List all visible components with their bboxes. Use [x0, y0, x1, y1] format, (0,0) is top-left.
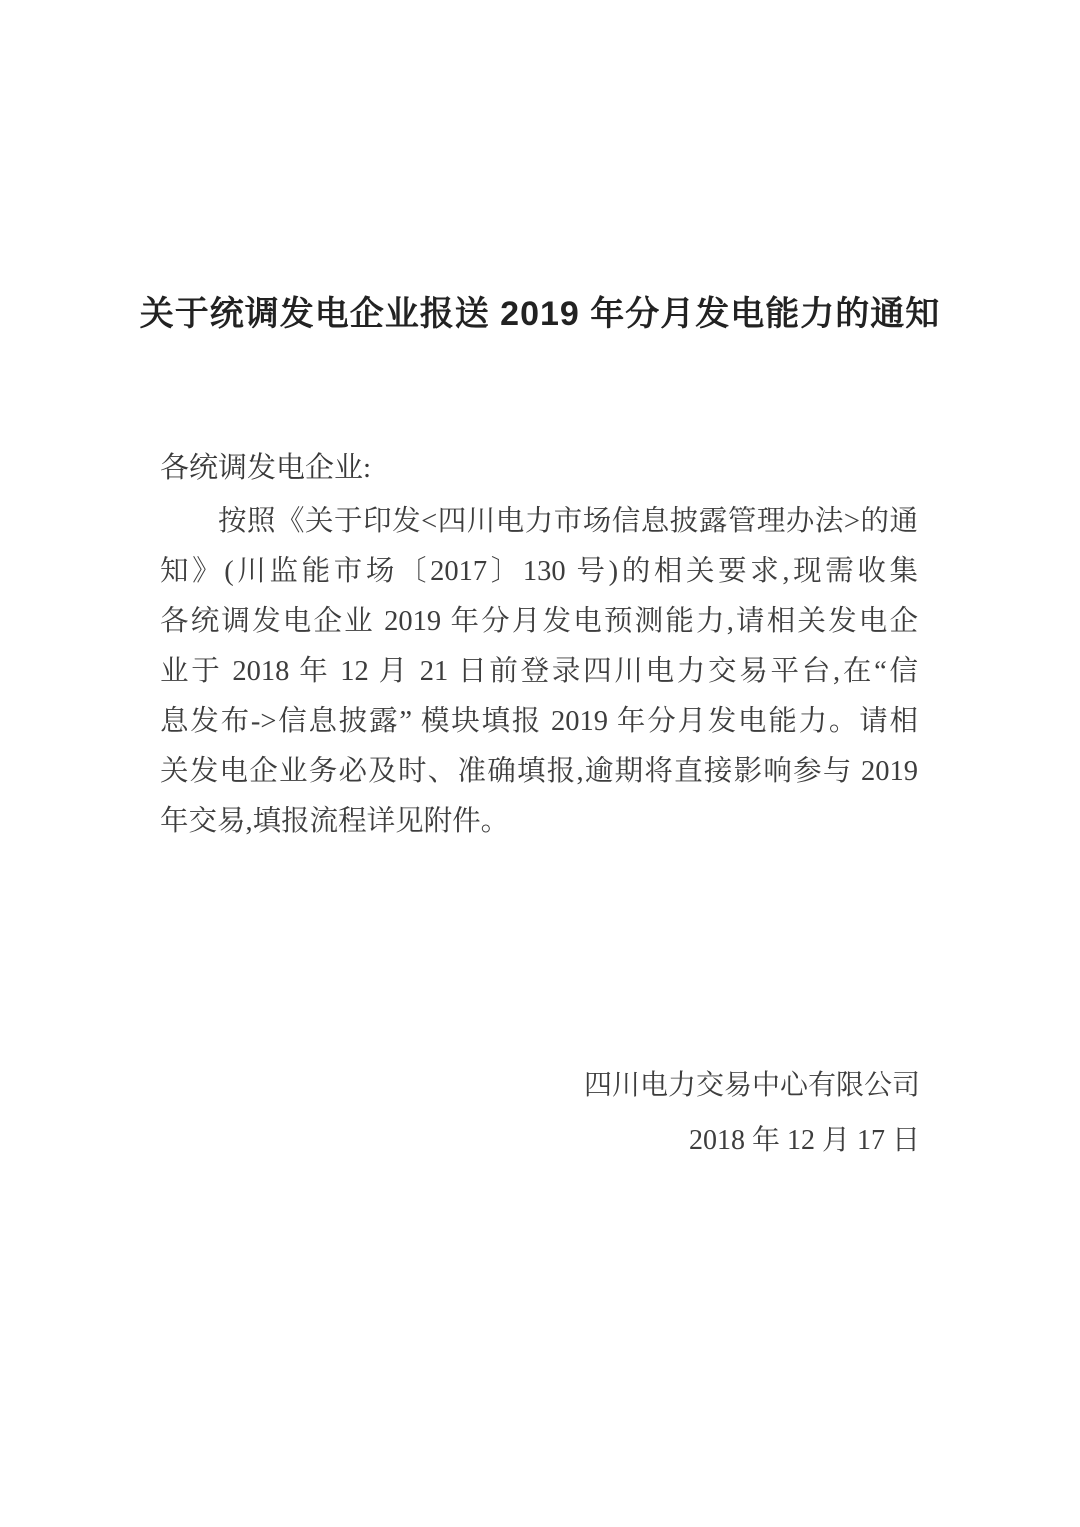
body-line: 按照《关于印发<四川电力市场信息披露管理办法>的通 [218, 506, 918, 537]
body-line: 息发布->信息披露” 模块填报 2019 年分月发电能力。请相 [160, 706, 918, 737]
body-line: 年交易,填报流程详见附件。 [160, 806, 510, 837]
signature-block [584, 1058, 920, 1168]
signature-date: 2018 年 12 月 17 日 [688, 1125, 920, 1156]
document-title: 关于统调发电企业报送 2019 年分月发电能力的通知 [139, 295, 941, 333]
body-paragraph [160, 497, 918, 847]
body-line: 知》(川监能市场〔2017〕130 号)的相关要求,现需收集 [160, 556, 918, 587]
body-line: 业于 2018 年 12 月 21 日前登录四川电力交易平台,在“信 [160, 656, 918, 687]
body-line: 各统调发电企业 2019 年分月发电预测能力,请相关发电企 [160, 606, 918, 637]
body-line: 关发电企业务必及时、准确填报,逾期将直接影响参与 2019 [160, 756, 918, 787]
signature-company: 四川电力交易中心有限公司 [583, 1070, 920, 1101]
salutation: 各统调发电企业: [160, 452, 372, 484]
